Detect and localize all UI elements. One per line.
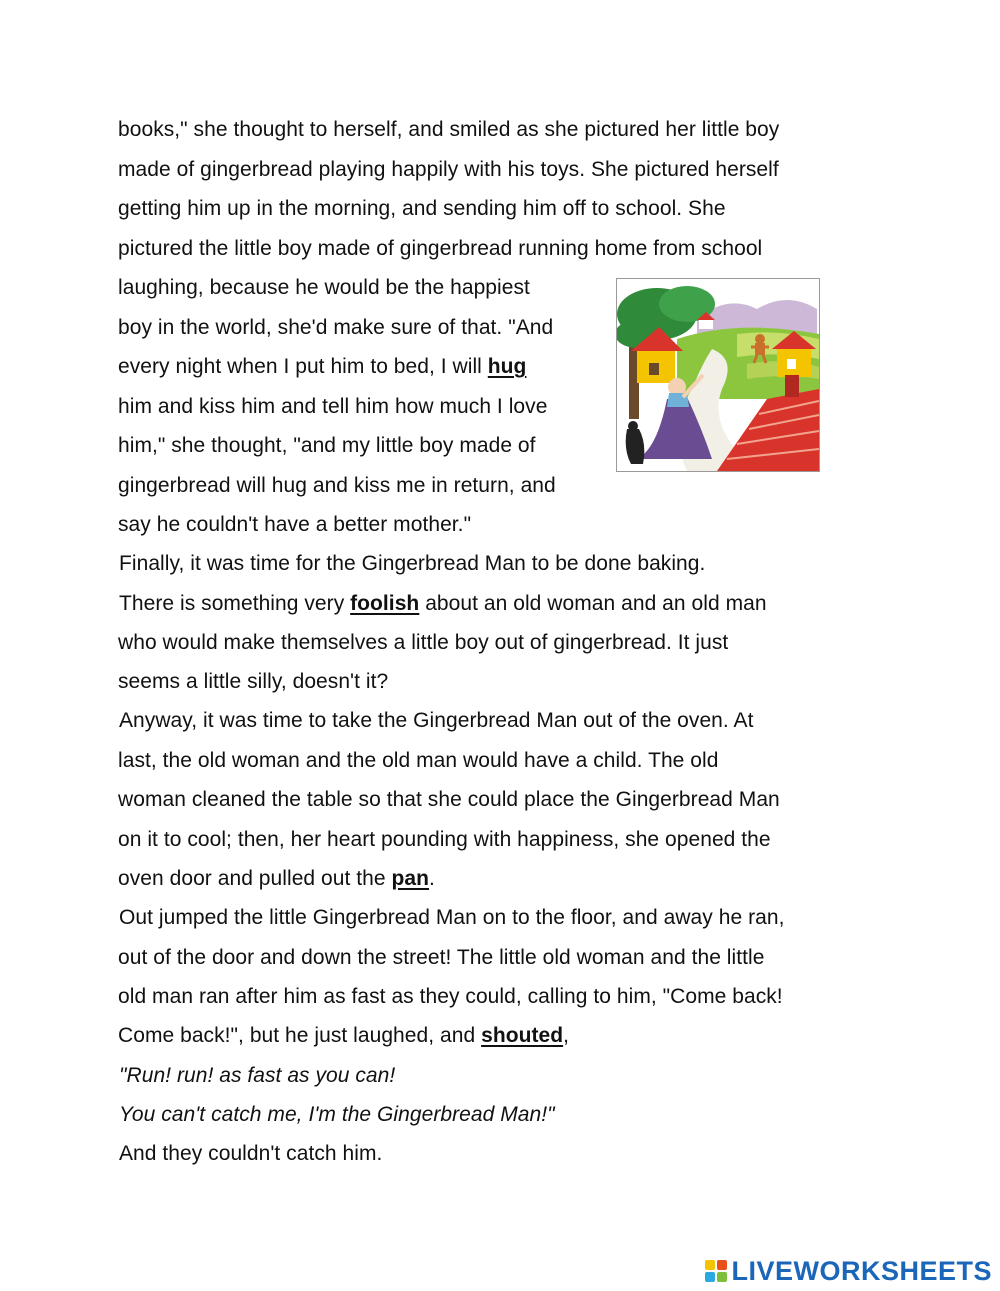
text-segment: . (429, 867, 435, 890)
text-segment: There is something very (119, 592, 351, 615)
text-line: getting him up in the morning, and sending him off to school. She (118, 197, 726, 220)
text-segment: Come back!", but he just laughed, and (118, 1024, 482, 1047)
text-line: made of gingerbread playing happily with his toys. She pictured herself (118, 158, 779, 181)
text-line: Finally, it was time for the Gingerbread Man to be done baking. (119, 552, 706, 575)
text-line: on it to cool; then, her heart pounding with happiness, she opened the (118, 828, 771, 851)
text-line: old man ran after him as fast as they could, calling to him, "Come back! (118, 985, 783, 1008)
vocabulary-word: shouted (481, 1024, 564, 1047)
text-line: Anyway, it was time to take the Gingerbread Man out of the oven. At (119, 709, 754, 732)
text-segment: , (563, 1024, 569, 1047)
text-line: say he couldn't have a better mother." (118, 513, 472, 536)
text-line: woman cleaned the table so that she could place the Gingerbread Man (118, 788, 780, 811)
text-line: gingerbread will hug and kiss me in return, and (118, 474, 556, 497)
text-line: You can't catch me, I'm the Gingerbread Man!" (119, 1103, 555, 1126)
text-line: books," she thought to herself, and smiled as she pictured her little boy (118, 118, 780, 141)
logo-text: LIVEWORKSHEETS (731, 1255, 992, 1286)
text-line: And they couldn't catch him. (119, 1142, 383, 1165)
vocabulary-word: foolish (350, 592, 420, 615)
text-line (118, 866, 435, 892)
illustration-picture (617, 279, 819, 471)
logo-mark-icon (705, 1260, 727, 1282)
story-illustration (616, 278, 820, 472)
liveworksheets-logo (705, 1254, 992, 1288)
text-segment: every night when I put him to bed, I will (118, 355, 488, 378)
text-line: who would make themselves a little boy out of gingerbread. It just (118, 631, 729, 654)
text-line (119, 591, 767, 617)
text-segment: about an old woman and an old man (419, 592, 767, 615)
text-line (118, 1023, 569, 1049)
text-line (118, 354, 526, 380)
text-line: seems a little silly, doesn't it? (118, 670, 389, 693)
text-line: him and kiss him and tell him how much I love (118, 395, 548, 418)
vocabulary-word: hug (487, 355, 527, 378)
text-line: out of the door and down the street! The little old woman and the little (118, 946, 765, 969)
text-line: boy in the world, she'd make sure of that. "And (118, 316, 554, 339)
text-segment: oven door and pulled out the (118, 867, 392, 890)
text-line: pictured the little boy made of gingerbread running home from school (118, 237, 763, 260)
text-line: "Run! run! as fast as you can! (119, 1064, 396, 1087)
text-line: last, the old woman and the old man would have a child. The old (118, 749, 719, 772)
text-line: Out jumped the little Gingerbread Man on to the floor, and away he ran, (119, 906, 785, 929)
vocabulary-word: pan (391, 867, 429, 890)
text-line: him," she thought, "and my little boy made of (118, 434, 536, 457)
text-line: laughing, because he would be the happiest (118, 276, 530, 299)
